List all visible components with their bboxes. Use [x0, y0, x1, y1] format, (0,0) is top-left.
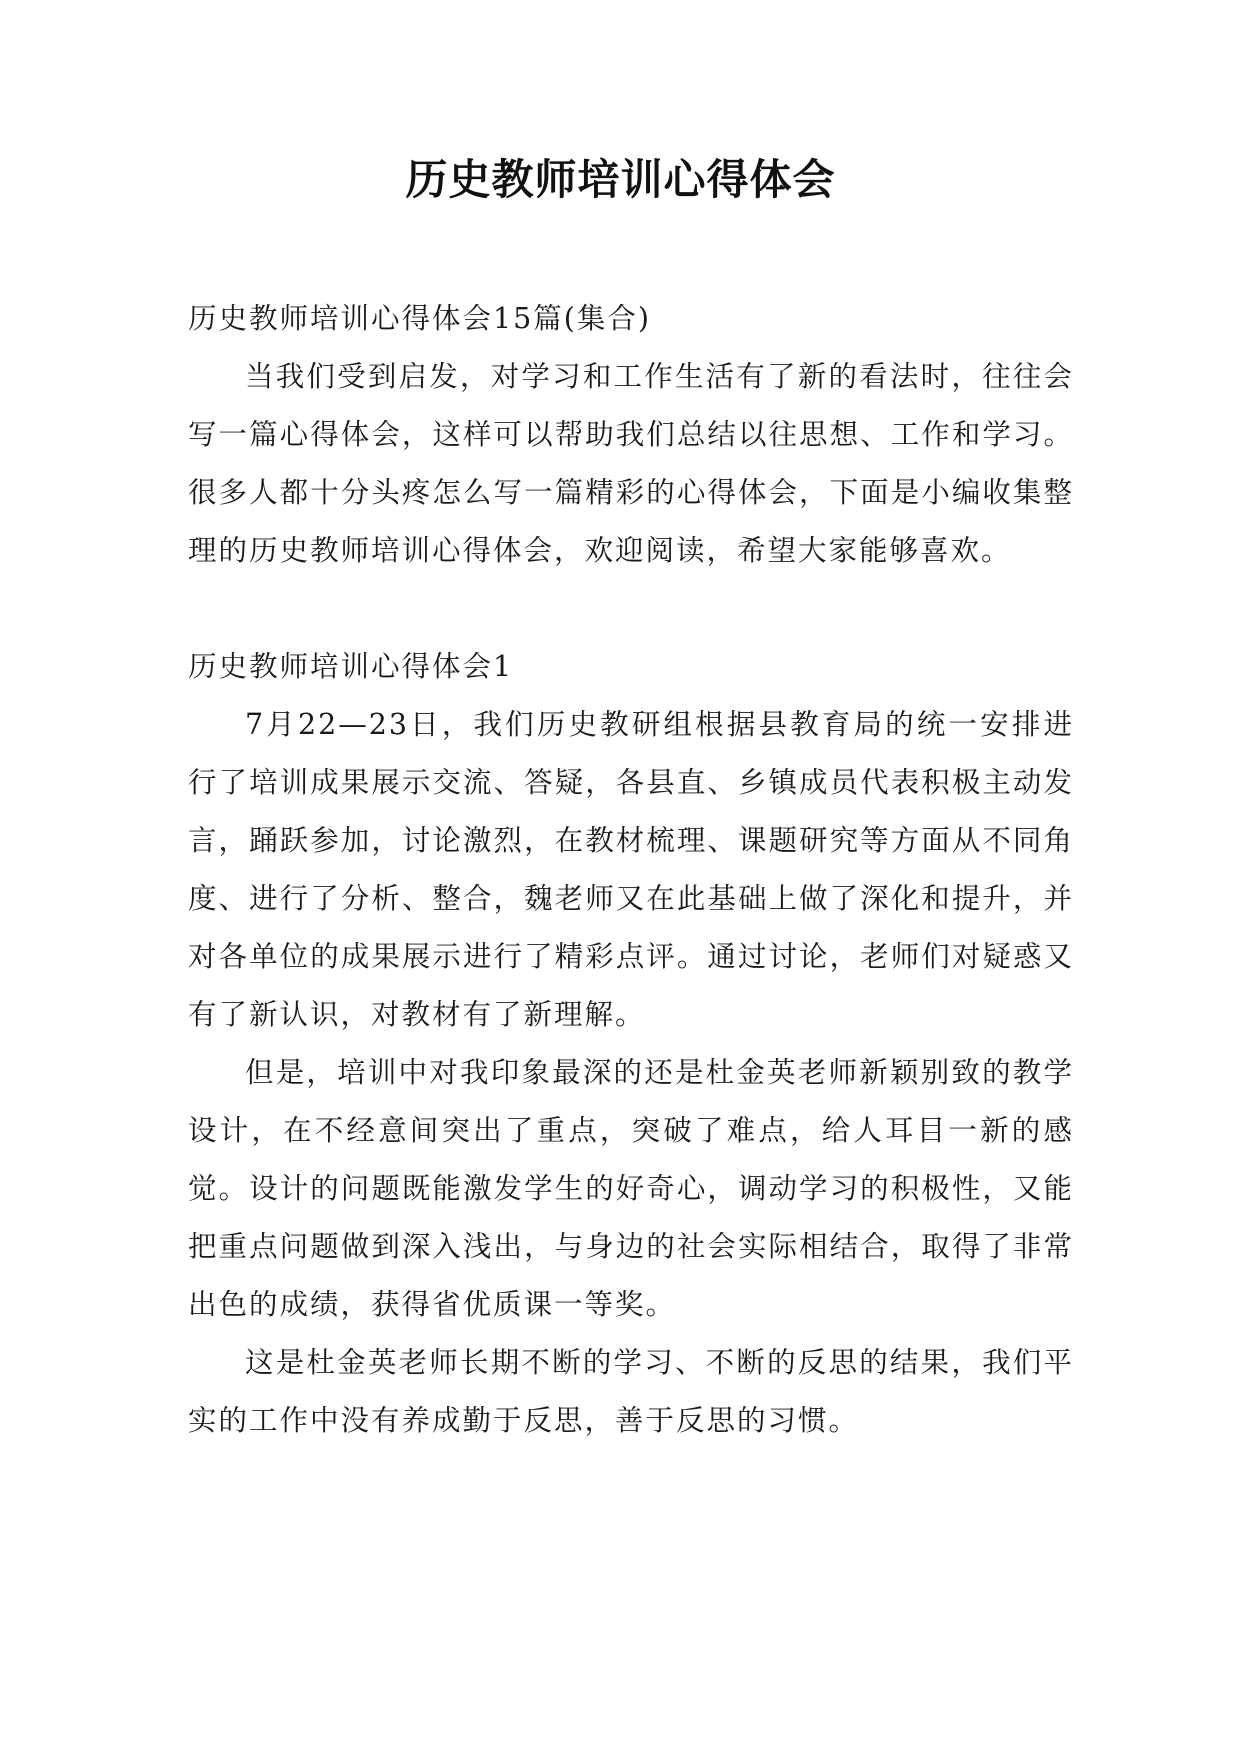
section-heading: 历史教师培训心得体会1	[188, 650, 514, 683]
body-paragraph-1: 7月22—23日，我们历史教研组根据县教育局的统一安排进行了培训成果展示交流、答疑，各县直、乡镇成员代表积极主动发言，踊跃参加，讨论激烈，在教材梳理、课题研究等方面从不同角度、进行了分析、整合，魏老师又在此基础上做了深化和提升，并对各单位的成果展示进行了精彩点评。通过讨论，老师们对疑惑又有了新认识，对教材有了新理解。	[188, 708, 1074, 1031]
body-paragraph-2: 但是，培训中对我印象最深的还是杜金英老师新颖别致的教学设计，在不经意间突出了重点，突破了难点，给人耳目一新的感觉。设计的问题既能激发学生的好奇心，调动学习的积极性，又能把重点问题做到深入浅出，与身边的社会实际相结合，取得了非常出色的成绩，获得省优质课一等奖。	[188, 1056, 1074, 1321]
paragraph-spacer	[188, 580, 1074, 638]
document-body	[188, 290, 1074, 1450]
document-title: 历史教师培训心得体会	[405, 155, 836, 204]
intro-paragraph: 当我们受到启发，对学习和工作生活有了新的看法时，往往会写一篇心得体会，这样可以帮助我们总结以往思想、工作和学习。很多人都十分头疼怎么写一篇精彩的心得体会，下面是小编收集整理的历史教师培训心得体会，欢迎阅读，希望大家能够喜欢。	[188, 360, 1074, 567]
document-subtitle: 历史教师培训心得体会15篇(集合)	[188, 302, 652, 335]
body-paragraph-3: 这是杜金英老师长期不断的学习、不断的反思的结果，我们平实的工作中没有养成勤于反思，善于反思的习惯。	[188, 1346, 1074, 1437]
